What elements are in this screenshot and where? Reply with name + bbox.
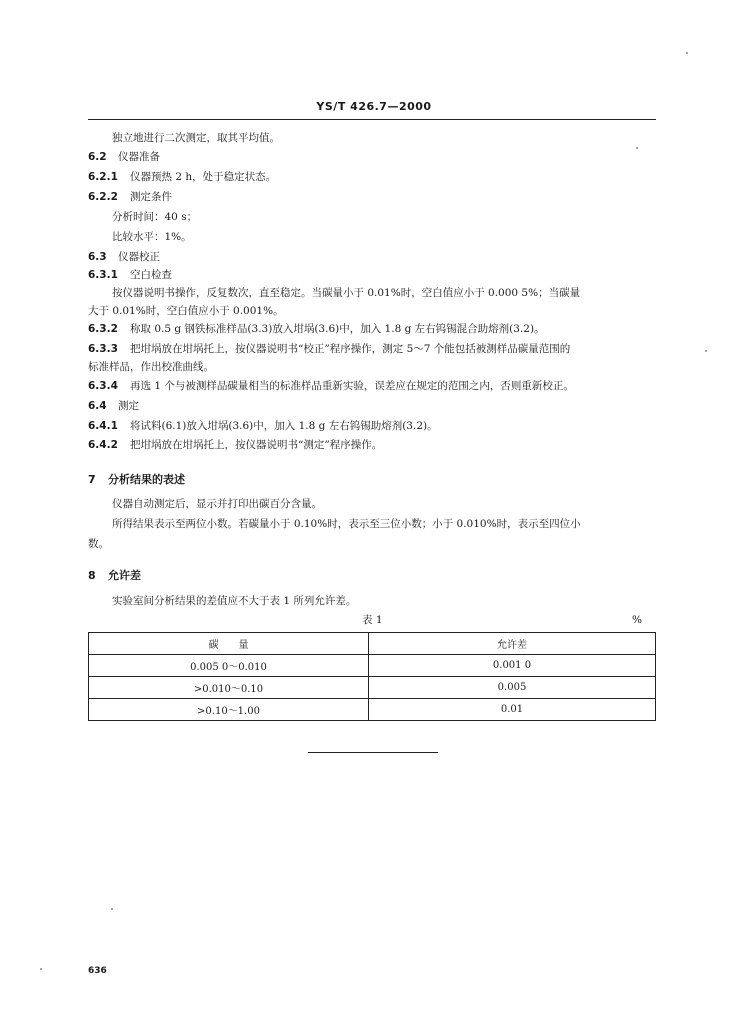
section-6-2 bbox=[88, 150, 160, 164]
table-header-row bbox=[89, 633, 656, 655]
tolerance-table bbox=[88, 632, 656, 721]
end-of-text-rule bbox=[308, 752, 438, 753]
section-text: 仪器预热 2 h，处于稳定状态。 bbox=[130, 171, 277, 183]
page-number: 636 bbox=[88, 966, 107, 976]
table-caption: 表 1 bbox=[362, 614, 383, 626]
condition-analysis-time: 分析时间：40 s； bbox=[112, 211, 198, 223]
section-6-4-1 bbox=[88, 419, 438, 433]
section-8-heading bbox=[88, 567, 141, 583]
section-title: 测定条件 bbox=[130, 191, 172, 203]
table-cell: 0.005 0～0.010 bbox=[89, 655, 369, 677]
table-unit: % bbox=[632, 614, 642, 626]
section-7-paragraph-2-continued: 数。 bbox=[88, 538, 109, 550]
document-code-header: YS/T 426.7—2000 bbox=[316, 100, 432, 113]
section-7-heading bbox=[88, 471, 185, 487]
table-cell: 0.005 bbox=[369, 677, 656, 699]
section-title: 允许差 bbox=[108, 569, 141, 582]
scan-speck bbox=[686, 52, 688, 54]
blank-check-text-1: 按仪器说明书操作，反复数次，直至稳定。当碳量小于 0.01%时，空白值应小于 0.000 5%；当碳量 bbox=[112, 287, 581, 299]
section-text: 把坩埚放在坩埚托上，按仪器说明书“校正”程序操作，测定 5～7 个能包括被测样品碳量范围的 bbox=[130, 343, 571, 355]
scan-speck bbox=[636, 147, 638, 149]
header-rule bbox=[88, 119, 656, 120]
section-title: 分析结果的表述 bbox=[108, 473, 185, 486]
section-text: 把坩埚放在坩埚托上，按仪器说明书“测定”程序操作。 bbox=[130, 439, 383, 451]
section-title: 仪器准备 bbox=[118, 151, 160, 163]
paragraph-continuation: 独立地进行二次测定，取其平均值。 bbox=[112, 132, 280, 144]
section-6-4-2 bbox=[88, 438, 382, 452]
section-number: 7 bbox=[88, 473, 96, 486]
section-number: 6.3.2 bbox=[88, 323, 118, 335]
section-6-2-2 bbox=[88, 190, 172, 204]
table-row bbox=[89, 699, 656, 721]
section-number: 6.4.2 bbox=[88, 439, 118, 451]
section-number: 6.2.2 bbox=[88, 191, 118, 203]
section-6-3-4 bbox=[88, 379, 574, 393]
section-7-paragraph-1: 仪器自动测定后，显示并打印出碳百分含量。 bbox=[112, 498, 322, 510]
condition-comparison-level: 比较水平：1%。 bbox=[112, 231, 192, 243]
section-text: 将试料(6.1)放入坩埚(3.6)中，加入 1.8 g 左右钨锡助熔剂(3.2)。 bbox=[130, 420, 438, 432]
section-6-4 bbox=[88, 399, 139, 413]
scan-speck bbox=[111, 908, 113, 910]
section-title: 测定 bbox=[118, 400, 139, 412]
section-number: 6.3.3 bbox=[88, 343, 118, 355]
section-number: 6.4.1 bbox=[88, 420, 118, 432]
section-number: 8 bbox=[88, 569, 96, 582]
section-8-paragraph: 实验室间分析结果的差值应不大于表 1 所列允许差。 bbox=[112, 595, 357, 607]
scan-speck bbox=[40, 968, 42, 970]
section-number: 6.2.1 bbox=[88, 171, 118, 183]
table-cell: >0.10～1.00 bbox=[89, 699, 369, 721]
table-row bbox=[89, 655, 656, 677]
table-header-cell: 允许差 bbox=[369, 633, 656, 655]
section-text: 再选 1 个与被测样品碳量相当的标准样品重新实验，误差应在规定的范围之内，否则重新校正。 bbox=[130, 380, 574, 392]
table-header-cell: 碳 量 bbox=[89, 633, 369, 655]
section-title: 仪器校正 bbox=[118, 251, 160, 263]
section-text: 称取 0.5 g 钢铁标准样品(3.3)放入坩埚(3.6)中，加入 1.8 g 左右钨锡混合助熔剂(3.2)。 bbox=[130, 323, 545, 335]
section-6-3-1 bbox=[88, 268, 172, 282]
section-number: 6.3 bbox=[88, 251, 107, 263]
section-6-3-3 bbox=[88, 342, 570, 356]
scan-speck bbox=[705, 350, 707, 352]
section-number: 6.3.4 bbox=[88, 380, 118, 392]
section-number: 6.4 bbox=[88, 400, 107, 412]
table-cell: 0.001 0 bbox=[369, 655, 656, 677]
section-6-3 bbox=[88, 250, 160, 264]
section-number: 6.3.1 bbox=[88, 269, 118, 281]
section-number: 6.2 bbox=[88, 151, 107, 163]
section-6-3-3-continued: 标准样品，作出校准曲线。 bbox=[88, 361, 214, 373]
section-6-2-1 bbox=[88, 170, 276, 184]
section-7-paragraph-2: 所得结果表示至两位小数。若碳量小于 0.10%时，表示至三位小数；小于 0.010%时，表示至四位小 bbox=[112, 518, 581, 530]
section-6-3-2 bbox=[88, 322, 545, 336]
blank-check-text-2: 大于 0.01%时，空白值应小于 0.001%。 bbox=[88, 305, 284, 317]
table-row bbox=[89, 677, 656, 699]
table-cell: 0.01 bbox=[369, 699, 656, 721]
table-cell: >0.010～0.10 bbox=[89, 677, 369, 699]
section-title: 空白检查 bbox=[130, 269, 172, 281]
